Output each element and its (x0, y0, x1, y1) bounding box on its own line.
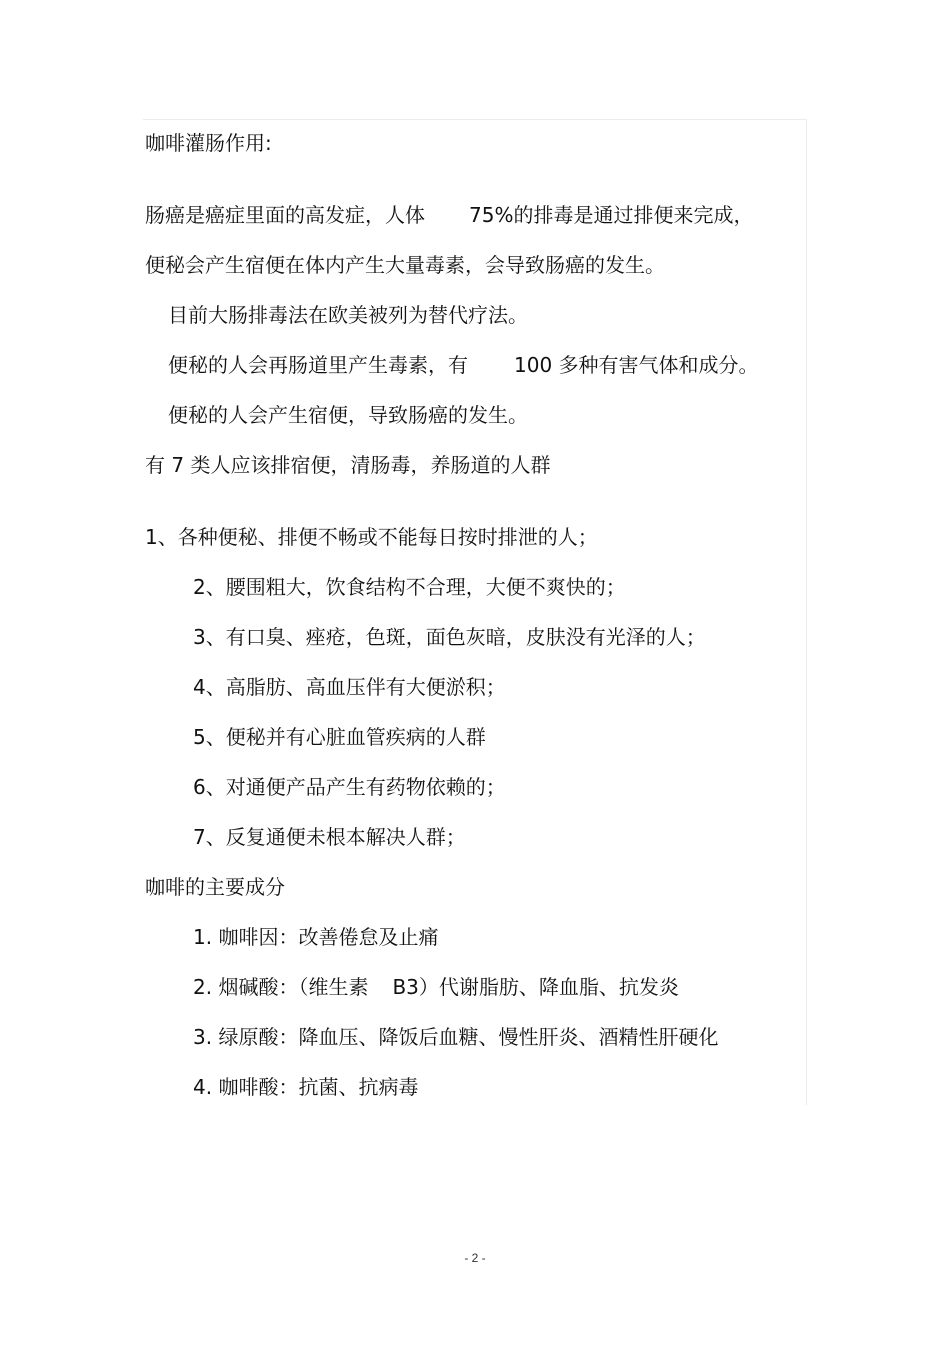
ingredient-item-3: 3. 绿原酸：降血压、降饭后血糖、慢性肝炎、酒精性肝硬化 (193, 1025, 719, 1049)
group-item-4: 4、高脂肪、高血压伴有大便淤积； (193, 675, 506, 699)
ingredients-heading: 咖啡的主要成分 (145, 875, 285, 899)
ingredient-item-4: 4. 咖啡酸：抗菌、抗病毒 (193, 1075, 419, 1099)
group-item-2: 2、腰围粗大，饮食结构不合理，大便不爽快的； (193, 575, 626, 599)
group-item-3: 3、有口臭、痤疮，色斑，面色灰暗，皮肤没有光泽的人； (193, 625, 706, 649)
page-number: - 2 - (464, 1251, 486, 1265)
intro-line-1 (145, 202, 753, 228)
intro-line-1-part-b: 75%的排毒是通过排便来完成， (469, 203, 754, 227)
section-title: 咖啡灌肠作用: (145, 131, 272, 155)
ingredient-item-2-part-b: B3）代谢脂肪、降血脂、抗发炎 (392, 975, 679, 999)
intro-line-4-part-b: 100 多种有害气体和成分。 (514, 353, 759, 377)
group-item-5: 5、便秘并有心脏血管疾病的人群 (193, 725, 486, 749)
ingredient-item-2-part-a: 2. 烟碱酸：（维生素 (193, 975, 369, 999)
group-item-1: 1、各种便秘、排便不畅或不能每日按时排泄的人； (145, 525, 598, 549)
ingredient-item-2 (193, 974, 679, 1000)
group-item-6: 6、对通便产品产生有药物依赖的； (193, 775, 506, 799)
intro-line-2: 便秘会产生宿便在体内产生大量毒素，会导致肠癌的发生。 (145, 253, 665, 277)
intro-line-1-part-a: 肠癌是癌症里面的高发症，人体 (145, 203, 425, 227)
intro-line-4-part-a: 便秘的人会再肠道里产生毒素，有 (168, 353, 468, 377)
intro-line-4 (168, 352, 759, 378)
intro-line-6: 有 7 类人应该排宿便，清肠毒，养肠道的人群 (145, 453, 551, 477)
intro-line-5: 便秘的人会产生宿便，导致肠癌的发生。 (168, 403, 528, 427)
intro-line-3: 目前大肠排毒法在欧美被列为替代疗法。 (168, 303, 528, 327)
ingredient-item-1: 1. 咖啡因：改善倦怠及止痛 (193, 925, 439, 949)
group-item-7: 7、反复通便未根本解决人群； (193, 825, 466, 849)
